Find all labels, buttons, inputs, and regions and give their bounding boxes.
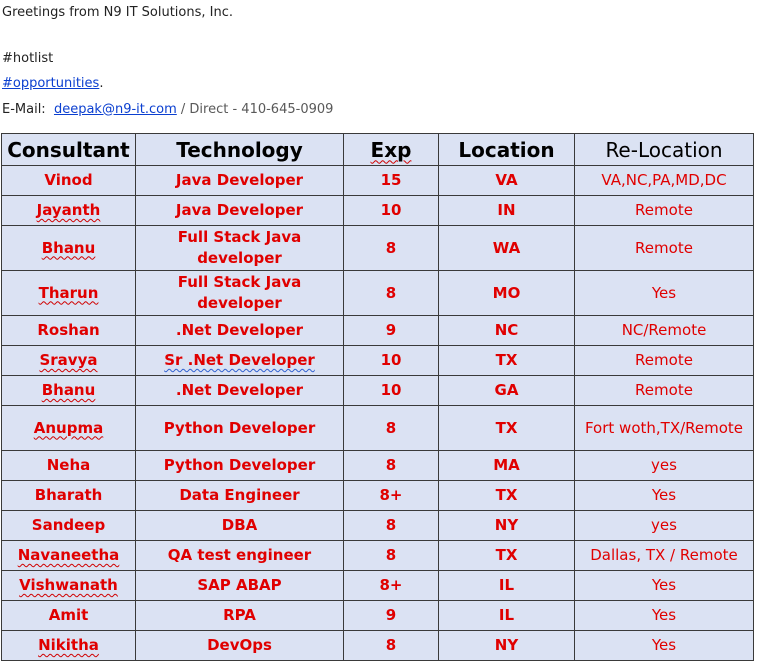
column-header-technology: Technology [136, 134, 344, 166]
location-cell: MA [439, 451, 575, 481]
hotlist-table [1, 133, 754, 661]
location-cell: TX [439, 481, 575, 511]
exp-cell: 8+ [344, 571, 439, 601]
exp-cell: 8 [344, 541, 439, 571]
consultant-name: Vinod [44, 171, 93, 189]
technology-cell: RPA [136, 601, 344, 631]
opportunities-link[interactable]: #opportunities [2, 76, 100, 91]
location-cell: TX [439, 346, 575, 376]
technology-text: Sr .Net Developer [164, 351, 315, 369]
location-cell: NC [439, 316, 575, 346]
exp-cell: 10 [344, 196, 439, 226]
table-row [2, 406, 754, 451]
consultant-cell [2, 166, 136, 196]
exp-cell: 10 [344, 376, 439, 406]
table-row [2, 541, 754, 571]
technology-cell: Full Stack Java developer [136, 226, 344, 271]
column-header-exp-text: Exp [370, 137, 412, 162]
consultant-cell [2, 481, 136, 511]
consultant-name: Sandeep [31, 516, 106, 534]
consultant-name: Neha [46, 456, 91, 474]
consultant-name: Bharath [34, 486, 103, 504]
consultant-cell [2, 451, 136, 481]
exp-cell: 8+ [344, 481, 439, 511]
relocation-cell: Remote [575, 196, 754, 226]
location-cell: VA [439, 166, 575, 196]
consultant-cell [2, 631, 136, 661]
table-row [2, 571, 754, 601]
location-cell: NY [439, 511, 575, 541]
relocation-cell: Fort woth,TX/Remote [575, 406, 754, 451]
technology-cell: .Net Developer [136, 316, 344, 346]
table-header-row [2, 134, 754, 166]
consultant-name: Sravya [39, 351, 98, 369]
technology-cell: Java Developer [136, 166, 344, 196]
location-cell: IN [439, 196, 575, 226]
exp-cell: 9 [344, 601, 439, 631]
location-cell: GA [439, 376, 575, 406]
relocation-cell: Yes [575, 571, 754, 601]
technology-cell: QA test engineer [136, 541, 344, 571]
table-row [2, 631, 754, 661]
column-header-location: Location [439, 134, 575, 166]
technology-cell: SAP ABAP [136, 571, 344, 601]
location-cell: MO [439, 271, 575, 316]
email-label: E-Mail: [2, 101, 46, 117]
exp-cell: 9 [344, 316, 439, 346]
technology-cell: Java Developer [136, 196, 344, 226]
column-header-relocation: Re-Location [575, 134, 754, 166]
exp-cell: 8 [344, 511, 439, 541]
consultant-cell [2, 571, 136, 601]
direct-phone: / Direct - 410-645-0909 [176, 101, 334, 117]
technology-cell: Python Developer [136, 451, 344, 481]
consultant-cell [2, 271, 136, 316]
column-header-consultant: Consultant [2, 134, 136, 166]
consultant-name: Amit [48, 606, 89, 624]
consultant-cell [2, 406, 136, 451]
consultant-cell [2, 601, 136, 631]
relocation-cell: Yes [575, 631, 754, 661]
email-header [2, 0, 333, 122]
relocation-cell: Yes [575, 481, 754, 511]
relocation-cell: yes [575, 511, 754, 541]
location-cell: IL [439, 571, 575, 601]
technology-cell: Data Engineer [136, 481, 344, 511]
consultant-name: Anupma [33, 418, 104, 437]
consultant-name: Navaneetha [17, 546, 120, 564]
consultant-name: Tharun [38, 283, 99, 302]
table-row [2, 316, 754, 346]
exp-cell: 8 [344, 451, 439, 481]
table-row [2, 481, 754, 511]
table-row [2, 346, 754, 376]
location-cell: NY [439, 631, 575, 661]
table-row [2, 511, 754, 541]
exp-cell: 8 [344, 406, 439, 451]
relocation-cell: NC/Remote [575, 316, 754, 346]
opportunities-line [2, 71, 333, 97]
technology-cell: DevOps [136, 631, 344, 661]
relocation-cell: yes [575, 451, 754, 481]
consultant-name: Roshan [37, 321, 100, 339]
consultant-cell [2, 541, 136, 571]
exp-cell: 8 [344, 271, 439, 316]
table-row [2, 376, 754, 406]
hotlist-tag: #hotlist [2, 50, 54, 66]
consultant-cell [2, 511, 136, 541]
technology-cell: Full Stack Java developer [136, 271, 344, 316]
exp-cell: 8 [344, 226, 439, 271]
table-row [2, 226, 754, 271]
location-cell: IL [439, 601, 575, 631]
relocation-cell: Remote [575, 346, 754, 376]
email-link[interactable]: deepak@n9-it.com [53, 101, 177, 117]
table-row [2, 451, 754, 481]
relocation-cell: Remote [575, 376, 754, 406]
table-row [2, 601, 754, 631]
consultant-cell [2, 226, 136, 271]
consultant-cell [2, 346, 136, 376]
relocation-cell: Dallas, TX / Remote [575, 541, 754, 571]
consultant-name: Bhanu [41, 381, 96, 399]
greeting-text: Greetings from N9 IT Solutions, Inc. [2, 5, 234, 20]
table-row [2, 166, 754, 196]
exp-cell: 10 [344, 346, 439, 376]
technology-cell: Python Developer [136, 406, 344, 451]
consultant-name: Vishwanath [19, 576, 118, 594]
contact-line [2, 97, 333, 123]
table-row [2, 271, 754, 316]
consultant-cell [2, 316, 136, 346]
opportunities-suffix: . [99, 76, 104, 91]
location-cell: TX [439, 406, 575, 451]
table-row [2, 196, 754, 226]
technology-cell: DBA [136, 511, 344, 541]
consultant-name: Nikitha [38, 636, 99, 654]
consultant-name: Jayanth [36, 201, 101, 219]
relocation-cell: VA,NC,PA,MD,DC [575, 166, 754, 196]
technology-cell [136, 346, 344, 376]
consultant-cell [2, 196, 136, 226]
relocation-cell: Remote [575, 226, 754, 271]
location-cell: WA [439, 226, 575, 271]
exp-cell: 15 [344, 166, 439, 196]
column-header-exp [344, 134, 439, 166]
technology-cell: .Net Developer [136, 376, 344, 406]
exp-cell: 8 [344, 631, 439, 661]
relocation-cell: Yes [575, 601, 754, 631]
relocation-cell: Yes [575, 271, 754, 316]
location-cell: TX [439, 541, 575, 571]
consultant-cell [2, 376, 136, 406]
consultant-name: Bhanu [41, 238, 96, 257]
